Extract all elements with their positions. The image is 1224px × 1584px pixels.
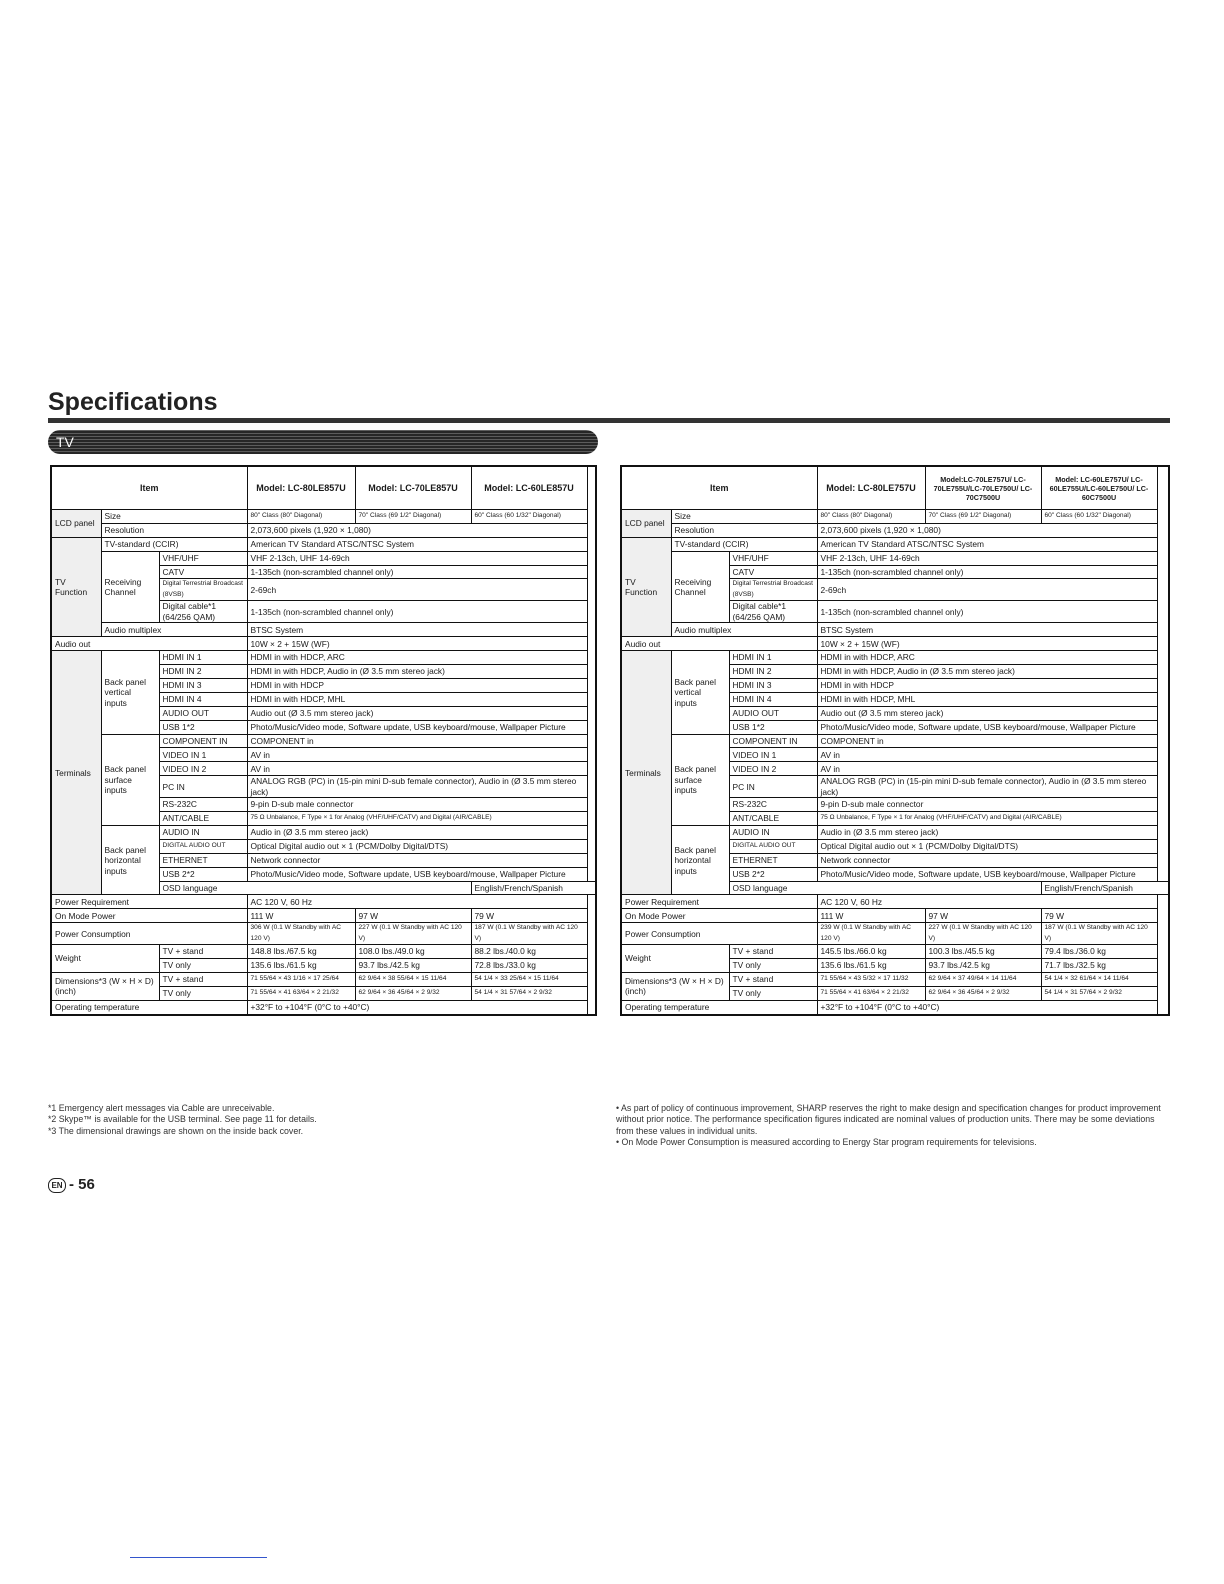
- audio-out-value: 10W × 2 + 15W (WF): [247, 637, 587, 651]
- resolution-label: Resolution: [101, 523, 247, 537]
- ethernet-label: ETHERNET: [729, 853, 817, 867]
- dim-stand-label: TV + stand: [729, 973, 817, 987]
- hdmi3-label: HDMI IN 3: [729, 679, 817, 693]
- catv-label: CATV: [729, 565, 817, 579]
- back-vertical-label: Back panel vertical inputs: [671, 651, 729, 734]
- ethernet-value: Network connector: [817, 853, 1157, 867]
- disclaimer-notes: [616, 1103, 1171, 1148]
- vhf-uhf-label: VHF/UHF: [729, 551, 817, 565]
- hdmi2-label: HDMI IN 2: [729, 665, 817, 679]
- spec-row: [51, 623, 596, 637]
- rs232c-label: RS-232C: [159, 798, 247, 812]
- audio-in-label: AUDIO IN: [159, 826, 247, 840]
- page-title: Specifications: [48, 388, 218, 416]
- spec-row: [51, 637, 596, 651]
- weight-only-3: 72.8 lbs./33.0 kg: [471, 959, 587, 973]
- on-mode-value-3: 79 W: [1041, 909, 1157, 923]
- spec-row: [51, 734, 596, 748]
- back-vertical-label: Back panel vertical inputs: [101, 651, 159, 734]
- digital-cable-label: Digital cable*1 (64/256 QAM): [729, 601, 817, 623]
- model-header-2: Model:LC-70LE757U/ LC-70LE755U/LC-70LE750U/ LC-70C7500U: [925, 466, 1041, 510]
- receiving-channel-label: Receiving Channel: [101, 551, 159, 623]
- tv-stand-label: TV + stand: [159, 945, 247, 959]
- ethernet-label: ETHERNET: [159, 853, 247, 867]
- video2-value: AV in: [247, 762, 587, 776]
- on-mode-value-1: 111 W: [817, 909, 925, 923]
- on-mode-value-1: 111 W: [247, 909, 355, 923]
- osd-value: English/French/Spanish: [471, 881, 596, 895]
- dim-stand-3: 54 1/4 × 32 61/64 × 14 11/64: [1041, 973, 1157, 987]
- size-value-2: 70" Class (69 1/2" Diagonal): [925, 510, 1041, 524]
- audio-in-value: Audio in (Ø 3.5 mm stereo jack): [817, 826, 1157, 840]
- dim-stand-1: 71 55/64 × 43 1/16 × 17 25/64: [247, 973, 355, 987]
- footnote-3: *3 The dimensional drawings are shown on the inside back cover.: [48, 1125, 304, 1136]
- weight-stand-1: 148.8 lbs./67.5 kg: [247, 945, 355, 959]
- hdmi3-label: HDMI IN 3: [159, 679, 247, 693]
- size-value-1: 80" Class (80" Diagonal): [247, 510, 355, 524]
- component-value: COMPONENT in: [817, 734, 1157, 748]
- rs232c-label: RS-232C: [729, 798, 817, 812]
- spec-row: [621, 510, 1169, 524]
- dim-only-2: 62 9/64 × 36 45/64 × 2 9/32: [355, 986, 471, 1000]
- spec-row: [51, 1000, 596, 1014]
- weight-only-2: 93.7 lbs./42.5 kg: [925, 959, 1041, 973]
- dim-stand-3: 54 1/4 × 33 25/64 × 15 11/64: [471, 973, 587, 987]
- spec-row: [621, 651, 1169, 665]
- digital-cable-label: Digital cable*1 (64/256 QAM): [159, 601, 247, 623]
- note-improvement: • As part of policy of continuous improvement, SHARP reserves the right to make design and specification changes for product improvement without prior notice. The performance specification figures indicated are nominal values of production units. There may be some deviations from these values in individual units.: [616, 1103, 1161, 1136]
- spec-row: [621, 637, 1169, 651]
- audio-out-terminal-label: AUDIO OUT: [729, 706, 817, 720]
- section-bar: [48, 430, 598, 454]
- audio-out-terminal-label: AUDIO OUT: [159, 706, 247, 720]
- operating-temp-label: Operating temperature: [621, 1000, 817, 1014]
- dim-stand-1: 71 55/64 × 43 5/32 × 17 11/32: [817, 973, 925, 987]
- terminals-label: Terminals: [51, 651, 101, 895]
- resolution-value: 2,073,600 pixels (1,920 × 1,080): [247, 523, 587, 537]
- title-rule: [48, 418, 1170, 423]
- power-consumption-label: Power Consumption: [51, 923, 247, 945]
- audio-out-terminal-value: Audio out (Ø 3.5 mm stereo jack): [247, 706, 587, 720]
- spec-table-right: [620, 465, 1170, 1016]
- weight-stand-3: 88.2 lbs./40.0 kg: [471, 945, 587, 959]
- tv-standard-value: American TV Standard ATSC/NTSC System: [817, 537, 1157, 551]
- on-mode-label: On Mode Power: [51, 909, 247, 923]
- audio-multiplex-value: BTSC System: [817, 623, 1157, 637]
- model-header-3: Model: LC-60LE757U/ LC-60LE755U/LC-60LE750U/ LC-60C7500U: [1041, 466, 1157, 510]
- back-horizontal-label: Back panel horizontal inputs: [101, 826, 159, 895]
- component-label: COMPONENT IN: [729, 734, 817, 748]
- power-req-value: AC 120 V, 60 Hz: [247, 895, 587, 909]
- osd-value: English/French/Spanish: [1041, 881, 1169, 895]
- dim-only-1: 71 55/64 × 41 63/64 × 2 21/32: [817, 986, 925, 1000]
- size-label: Size: [671, 510, 817, 524]
- size-value-2: 70" Class (69 1/2" Diagonal): [355, 510, 471, 524]
- component-label: COMPONENT IN: [159, 734, 247, 748]
- tv-standard-value: American TV Standard ATSC/NTSC System: [247, 537, 587, 551]
- hdmi2-value: HDMI in with HDCP, Audio in (Ø 3.5 mm stereo jack): [817, 665, 1157, 679]
- weight-stand-2: 108.0 lbs./49.0 kg: [355, 945, 471, 959]
- back-horizontal-label: Back panel horizontal inputs: [671, 826, 729, 895]
- hdmi3-value: HDMI in with HDCP: [247, 679, 587, 693]
- spec-row: [51, 537, 596, 551]
- dim-stand-2: 62 9/64 × 38 55/64 × 15 11/64: [355, 973, 471, 987]
- usb1-value: Photo/Music/Video mode, Software update, USB keyboard/mouse, Wallpaper Picture: [817, 720, 1157, 734]
- rs232c-value: 9-pin D-sub male connector: [247, 798, 587, 812]
- hdmi1-label: HDMI IN 1: [159, 651, 247, 665]
- weight-only-2: 93.7 lbs./42.5 kg: [355, 959, 471, 973]
- page-number: 56: [78, 1176, 95, 1193]
- note-energy-star: • On Mode Power Consumption is measured according to Energy Star program requirements for televisions.: [616, 1136, 1037, 1147]
- digital-audio-out-value: Optical Digital audio out × 1 (PCM/Dolby Digital/DTS): [817, 839, 1157, 853]
- usb1-value: Photo/Music/Video mode, Software update, USB keyboard/mouse, Wallpaper Picture: [247, 720, 587, 734]
- pc-in-value: ANALOG RGB (PC) in (15-pin mini D-sub female connector), Audio in (Ø 3.5 mm stereo jack): [247, 776, 587, 798]
- weight-only-1: 135.6 lbs./61.5 kg: [817, 959, 925, 973]
- digital-audio-out-label: DIGITAL AUDIO OUT: [159, 839, 247, 853]
- consumption-value-2: 227 W (0.1 W Standby with AC 120 V): [355, 923, 471, 945]
- vhf-uhf-label: VHF/UHF: [159, 551, 247, 565]
- audio-in-label: AUDIO IN: [729, 826, 817, 840]
- component-value: COMPONENT in: [247, 734, 587, 748]
- spec-row: [621, 734, 1169, 748]
- bottom-link-underline: [130, 1557, 267, 1558]
- page-dash: -: [69, 1176, 79, 1193]
- spec-row: [621, 551, 1169, 565]
- operating-temp-label: Operating temperature: [51, 1000, 247, 1014]
- footnotes: [48, 1103, 608, 1137]
- consumption-value-2: 227 W (0.1 W Standby with AC 120 V): [925, 923, 1041, 945]
- hdmi1-value: HDMI in with HDCP, ARC: [247, 651, 587, 665]
- vhf-uhf-value: VHF 2-13ch, UHF 14-69ch: [247, 551, 587, 565]
- hdmi1-label: HDMI IN 1: [729, 651, 817, 665]
- audio-out-terminal-value: Audio out (Ø 3.5 mm stereo jack): [817, 706, 1157, 720]
- spec-row: [621, 1000, 1169, 1014]
- weight-only-3: 71.7 lbs./32.5 kg: [1041, 959, 1157, 973]
- hdmi4-label: HDMI IN 4: [729, 692, 817, 706]
- model-header-3: Model: LC-60LE857U: [471, 466, 587, 510]
- header-row: [51, 466, 596, 510]
- spec-row: [621, 537, 1169, 551]
- back-surface-label: Back panel surface inputs: [671, 734, 729, 825]
- video1-label: VIDEO IN 1: [159, 748, 247, 762]
- digital-audio-out-label: DIGITAL AUDIO OUT: [729, 839, 817, 853]
- hdmi4-label: HDMI IN 4: [159, 692, 247, 706]
- digital-cable-value: 1-135ch (non-scrambled channel only): [817, 601, 1157, 623]
- spec-row: [621, 973, 1169, 987]
- catv-value: 1-135ch (non-scrambled channel only): [817, 565, 1157, 579]
- hdmi1-value: HDMI in with HDCP, ARC: [817, 651, 1157, 665]
- operating-temp-value: +32°F to +104°F (0°C to +40°C): [247, 1000, 587, 1014]
- tv-function-label: TV Function: [51, 537, 101, 637]
- back-surface-label: Back panel surface inputs: [101, 734, 159, 825]
- audio-multiplex-label: Audio multiplex: [671, 623, 817, 637]
- lcd-panel-label: LCD panel: [51, 510, 101, 538]
- spec-row: [51, 973, 596, 987]
- footnote-2: *2 Skype™ is available for the USB terminal. See page 11 for details.: [48, 1114, 317, 1125]
- rs232c-value: 9-pin D-sub male connector: [817, 798, 1157, 812]
- hdmi2-label: HDMI IN 2: [159, 665, 247, 679]
- header-row: [621, 466, 1169, 510]
- weight-stand-3: 79.4 lbs./36.0 kg: [1041, 945, 1157, 959]
- usb2-value: Photo/Music/Video mode, Software update, USB keyboard/mouse, Wallpaper Picture: [247, 867, 587, 881]
- dim-only-3: 54 1/4 × 31 57/64 × 2 9/32: [471, 986, 587, 1000]
- spec-row: [621, 623, 1169, 637]
- ant-value: 75 Ω Unbalance, F Type × 1 for Analog (VHF/UHF/CATV) and Digital (AIR/CABLE): [817, 812, 1157, 826]
- spec-row: [51, 945, 596, 959]
- hdmi2-value: HDMI in with HDCP, Audio in (Ø 3.5 mm stereo jack): [247, 665, 587, 679]
- pc-in-label: PC IN: [729, 776, 817, 798]
- tv-stand-label: TV + stand: [729, 945, 817, 959]
- size-value-3: 60" Class (60 1/32" Diagonal): [1041, 510, 1157, 524]
- ethernet-value: Network connector: [247, 853, 587, 867]
- audio-multiplex-label: Audio multiplex: [101, 623, 247, 637]
- tv-only-label: TV only: [729, 959, 817, 973]
- resolution-value: 2,073,600 pixels (1,920 × 1,080): [817, 523, 1157, 537]
- footnote-1: *1 Emergency alert messages via Cable are unreceivable.: [48, 1103, 275, 1113]
- power-req-label: Power Requirement: [51, 895, 247, 909]
- video1-label: VIDEO IN 1: [729, 748, 817, 762]
- video2-value: AV in: [817, 762, 1157, 776]
- audio-out-label: Audio out: [51, 637, 247, 651]
- weight-label: Weight: [51, 945, 159, 973]
- tv-function-label: TV Function: [621, 537, 671, 637]
- receiving-channel-label: Receiving Channel: [671, 551, 729, 623]
- digital-terrestrial-label: Digital Terrestrial Broadcast (8VSB): [729, 579, 817, 601]
- spec-row: [51, 651, 596, 665]
- audio-multiplex-value: BTSC System: [247, 623, 587, 637]
- on-mode-value-2: 97 W: [355, 909, 471, 923]
- consumption-value-1: 306 W (0.1 W Standby with AC 120 V): [247, 923, 355, 945]
- video1-value: AV in: [247, 748, 587, 762]
- weight-only-1: 135.6 lbs./61.5 kg: [247, 959, 355, 973]
- language-badge: EN: [48, 1178, 66, 1193]
- dim-only-2: 62 9/64 × 36 45/64 × 2 9/32: [925, 986, 1041, 1000]
- power-consumption-label: Power Consumption: [621, 923, 817, 945]
- model-header-1: Model: LC-80LE757U: [817, 466, 925, 510]
- video1-value: AV in: [817, 748, 1157, 762]
- spec-row: [51, 909, 596, 923]
- spec-row: [51, 551, 596, 565]
- spec-row: [51, 510, 596, 524]
- power-req-value: AC 120 V, 60 Hz: [817, 895, 1157, 909]
- catv-value: 1-135ch (non-scrambled channel only): [247, 565, 587, 579]
- dimensions-label: Dimensions*3 (W × H × D) (inch): [51, 973, 159, 1001]
- model-header-2: Model: LC-70LE857U: [355, 466, 471, 510]
- operating-temp-value: +32°F to +104°F (0°C to +40°C): [817, 1000, 1157, 1014]
- vhf-uhf-value: VHF 2-13ch, UHF 14-69ch: [817, 551, 1157, 565]
- hdmi4-value: HDMI in with HDCP, MHL: [817, 692, 1157, 706]
- on-mode-label: On Mode Power: [621, 909, 817, 923]
- resolution-label: Resolution: [671, 523, 817, 537]
- spec-row: [621, 909, 1169, 923]
- audio-out-value: 10W × 2 + 15W (WF): [817, 637, 1157, 651]
- item-header: Item: [621, 466, 817, 510]
- model-header-1: Model: LC-80LE857U: [247, 466, 355, 510]
- dim-only-label: TV only: [729, 986, 817, 1000]
- usb2-label: USB 2*2: [729, 867, 817, 881]
- dim-only-label: TV only: [159, 986, 247, 1000]
- osd-label: OSD language: [729, 881, 1041, 895]
- item-header: Item: [51, 466, 247, 510]
- dim-only-3: 54 1/4 × 31 57/64 × 2 9/32: [1041, 986, 1157, 1000]
- digital-terrestrial-value: 2-69ch: [247, 579, 587, 601]
- section-label: TV: [56, 434, 74, 450]
- spec-table-left: [50, 465, 597, 1016]
- spec-row: [621, 895, 1169, 909]
- spec-row: [51, 895, 596, 909]
- audio-out-label: Audio out: [621, 637, 817, 651]
- on-mode-value-3: 79 W: [471, 909, 587, 923]
- pc-in-value: ANALOG RGB (PC) in (15-pin mini D-sub female connector), Audio in (Ø 3.5 mm stereo jack): [817, 776, 1157, 798]
- tv-standard-label: TV-standard (CCIR): [101, 537, 247, 551]
- size-value-3: 60" Class (60 1/32" Diagonal): [471, 510, 587, 524]
- consumption-value-1: 239 W (0.1 W Standby with AC 120 V): [817, 923, 925, 945]
- weight-stand-1: 145.5 lbs./66.0 kg: [817, 945, 925, 959]
- spec-row: [51, 523, 596, 537]
- ant-label: ANT/CABLE: [159, 812, 247, 826]
- power-req-label: Power Requirement: [621, 895, 817, 909]
- page-number-area: [48, 1176, 95, 1193]
- consumption-value-3: 187 W (0.1 W Standby with AC 120 V): [471, 923, 587, 945]
- hdmi4-value: HDMI in with HDCP, MHL: [247, 692, 587, 706]
- on-mode-value-2: 97 W: [925, 909, 1041, 923]
- terminals-label: Terminals: [621, 651, 671, 895]
- dim-stand-label: TV + stand: [159, 973, 247, 987]
- ant-value: 75 Ω Unbalance, F Type × 1 for Analog (VHF/UHF/CATV) and Digital (AIR/CABLE): [247, 812, 587, 826]
- usb1-label: USB 1*2: [159, 720, 247, 734]
- osd-label: OSD language: [159, 881, 471, 895]
- spec-row: [51, 826, 596, 840]
- lcd-panel-label: LCD panel: [621, 510, 671, 538]
- dim-only-1: 71 55/64 × 41 63/64 × 2 21/32: [247, 986, 355, 1000]
- digital-terrestrial-value: 2-69ch: [817, 579, 1157, 601]
- usb2-value: Photo/Music/Video mode, Software update, USB keyboard/mouse, Wallpaper Picture: [817, 867, 1157, 881]
- digital-terrestrial-label: Digital Terrestrial Broadcast (8VSB): [159, 579, 247, 601]
- dimensions-label: Dimensions*3 (W × H × D) (inch): [621, 973, 729, 1001]
- ant-label: ANT/CABLE: [729, 812, 817, 826]
- video2-label: VIDEO IN 2: [729, 762, 817, 776]
- pc-in-label: PC IN: [159, 776, 247, 798]
- audio-in-value: Audio in (Ø 3.5 mm stereo jack): [247, 826, 587, 840]
- spec-row: [621, 945, 1169, 959]
- usb1-label: USB 1*2: [729, 720, 817, 734]
- weight-label: Weight: [621, 945, 729, 973]
- spec-row: [621, 523, 1169, 537]
- spec-row: [621, 826, 1169, 840]
- dim-stand-2: 62 9/64 × 37 49/64 × 14 11/64: [925, 973, 1041, 987]
- size-value-1: 80" Class (80" Diagonal): [817, 510, 925, 524]
- tv-only-label: TV only: [159, 959, 247, 973]
- tv-standard-label: TV-standard (CCIR): [671, 537, 817, 551]
- usb2-label: USB 2*2: [159, 867, 247, 881]
- size-label: Size: [101, 510, 247, 524]
- hdmi3-value: HDMI in with HDCP: [817, 679, 1157, 693]
- digital-audio-out-value: Optical Digital audio out × 1 (PCM/Dolby Digital/DTS): [247, 839, 587, 853]
- video2-label: VIDEO IN 2: [159, 762, 247, 776]
- consumption-value-3: 187 W (0.1 W Standby with AC 120 V): [1041, 923, 1157, 945]
- catv-label: CATV: [159, 565, 247, 579]
- digital-cable-value: 1-135ch (non-scrambled channel only): [247, 601, 587, 623]
- weight-stand-2: 100.3 lbs./45.5 kg: [925, 945, 1041, 959]
